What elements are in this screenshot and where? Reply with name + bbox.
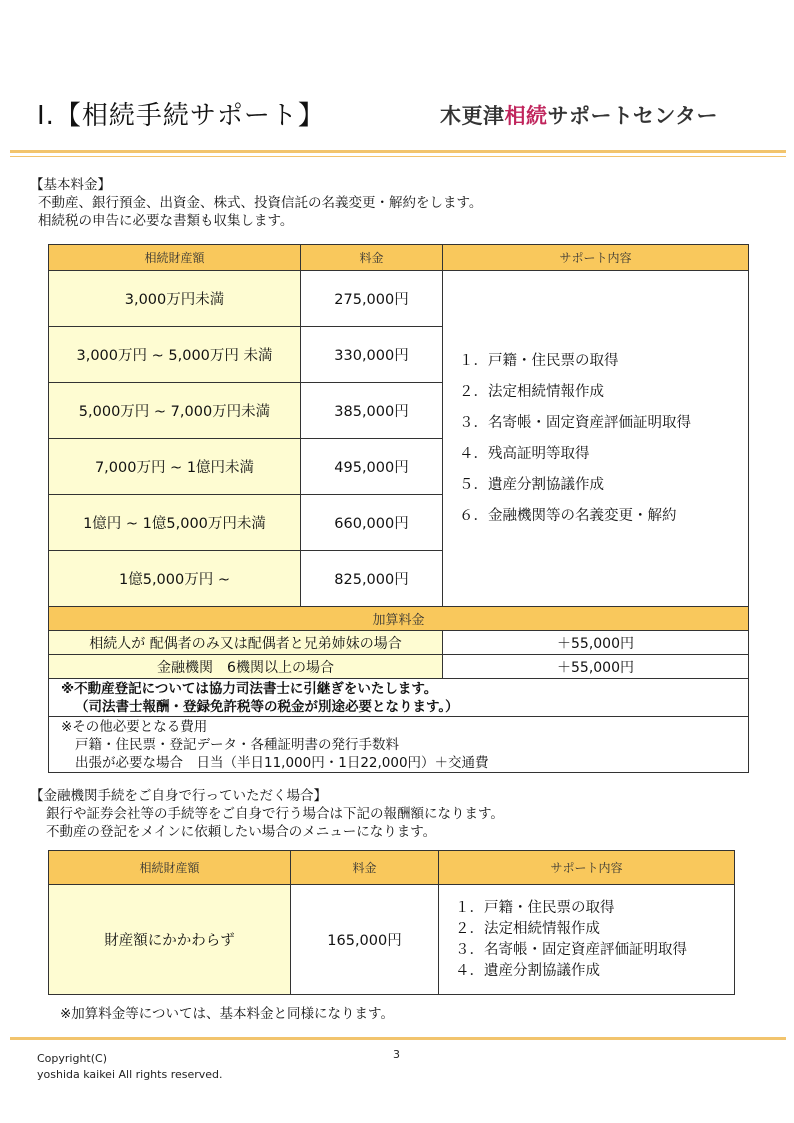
col-header-fee: 料金 — [291, 851, 439, 885]
note-row-registration — [49, 679, 749, 717]
support-item: ３．名寄帳・固定資産評価証明取得 — [455, 941, 687, 958]
support-item: ４．遺産分割協議作成 — [455, 962, 600, 979]
note-bold-line-1: ※不動産登記については協力司法書士に引継ぎをいたします。 — [61, 680, 438, 697]
extra-fee: ＋55,000円 — [443, 655, 749, 679]
support-item: １．戸籍・住民票の取得 — [455, 899, 615, 916]
basic-heading: 【基本料金】 — [30, 177, 111, 193]
extra-label: 相続人が 配偶者のみ又は配偶者と兄弟姉妹の場合 — [49, 631, 443, 655]
self-table-header-row — [49, 851, 735, 885]
extra-row — [49, 655, 749, 679]
amount-cell: 財産額にかかわらず — [49, 885, 291, 995]
self-heading: 【金融機関手続をご自身で行っていただく場合】 — [30, 788, 327, 804]
note-line-1: ※その他必要となる費用 — [61, 718, 208, 735]
note-line-2: 戸籍・住民票・登記データ・各種証明書の発行手数料 — [75, 736, 399, 753]
page-number: 3 — [393, 1048, 400, 1061]
self-fee-table — [48, 850, 735, 995]
extra-row — [49, 631, 749, 655]
footer-divider — [10, 1037, 786, 1040]
fee-cell: 495,000円 — [301, 439, 443, 495]
support-list — [443, 271, 749, 607]
fee-cell: 330,000円 — [301, 327, 443, 383]
brand-prefix: 木更津 — [440, 104, 505, 128]
table-row — [49, 271, 749, 327]
copyright-line-2: yoshida kaikei All rights reserved. — [37, 1068, 223, 1081]
basic-fee-table — [48, 244, 749, 773]
note-registration — [49, 679, 749, 717]
self-note: ※加算料金等については、基本料金と同様になります。 — [60, 1006, 394, 1022]
support-item: ５．遺産分割協議作成 — [459, 476, 604, 493]
header-divider-thin — [10, 156, 786, 157]
brand-suffix: サポートセンター — [547, 104, 719, 128]
amount-cell: 1億円 ~ 1億5,000万円未満 — [49, 495, 301, 551]
self-desc-1: 銀行や証券会社等の手続等をご自身で行う場合は下記の報酬額になります。 — [46, 806, 504, 822]
fee-cell: 165,000円 — [291, 885, 439, 995]
basic-table-header-row — [49, 245, 749, 271]
self-desc-2: 不動産の登記をメインに依頼したい場合のメニューになります。 — [46, 824, 437, 840]
note-bold-line-2: （司法書士報酬・登録免許税等の税金が別途必要となります。） — [75, 698, 459, 715]
support-item: １．戸籍・住民票の取得 — [459, 352, 619, 369]
table-row — [49, 885, 735, 995]
fee-cell: 660,000円 — [301, 495, 443, 551]
extra-fee: ＋55,000円 — [443, 631, 749, 655]
brand-accent: 相続 — [504, 104, 548, 128]
col-header-amount: 相続財産額 — [49, 851, 291, 885]
amount-cell: 3,000万円 ~ 5,000万円 未満 — [49, 327, 301, 383]
header-divider — [10, 150, 786, 153]
basic-desc-1: 不動産、銀行預金、出資金、株式、投資信託の名義変更・解約をします。 — [38, 195, 483, 211]
note-other — [49, 717, 749, 773]
col-header-support: サポート内容 — [443, 245, 749, 271]
fee-cell: 825,000円 — [301, 551, 443, 607]
amount-cell: 1億5,000万円 ~ — [49, 551, 301, 607]
basic-desc-2: 相続税の申告に必要な書類も収集します。 — [38, 213, 294, 229]
support-item: ２．法定相続情報作成 — [455, 920, 600, 937]
support-item: ３．名寄帳・固定資産評価証明取得 — [459, 414, 691, 431]
brand-logo — [440, 100, 718, 130]
note-line-3: 出張が必要な場合 日当（半日11,000円・1日22,000円）＋交通費 — [75, 754, 489, 771]
col-header-fee: 料金 — [301, 245, 443, 271]
extra-label: 金融機関 6機関以上の場合 — [49, 655, 443, 679]
page-title: Ⅰ.【相続手続サポート】 — [37, 101, 325, 131]
amount-cell: 3,000万円未満 — [49, 271, 301, 327]
extra-header: 加算料金 — [49, 607, 749, 631]
col-header-support: サポート内容 — [439, 851, 735, 885]
support-list — [439, 885, 735, 995]
support-item: ２．法定相続情報作成 — [459, 383, 604, 400]
copyright-line-1: Copyright(C) — [37, 1052, 108, 1065]
col-header-amount: 相続財産額 — [49, 245, 301, 271]
amount-cell: 5,000万円 ~ 7,000万円未満 — [49, 383, 301, 439]
extra-header-row — [49, 607, 749, 631]
support-item: ６．金融機関等の名義変更・解約 — [459, 507, 677, 524]
amount-cell: 7,000万円 ~ 1億円未満 — [49, 439, 301, 495]
note-row-other — [49, 717, 749, 773]
fee-cell: 385,000円 — [301, 383, 443, 439]
support-item: ４．残高証明等取得 — [459, 445, 590, 462]
fee-cell: 275,000円 — [301, 271, 443, 327]
